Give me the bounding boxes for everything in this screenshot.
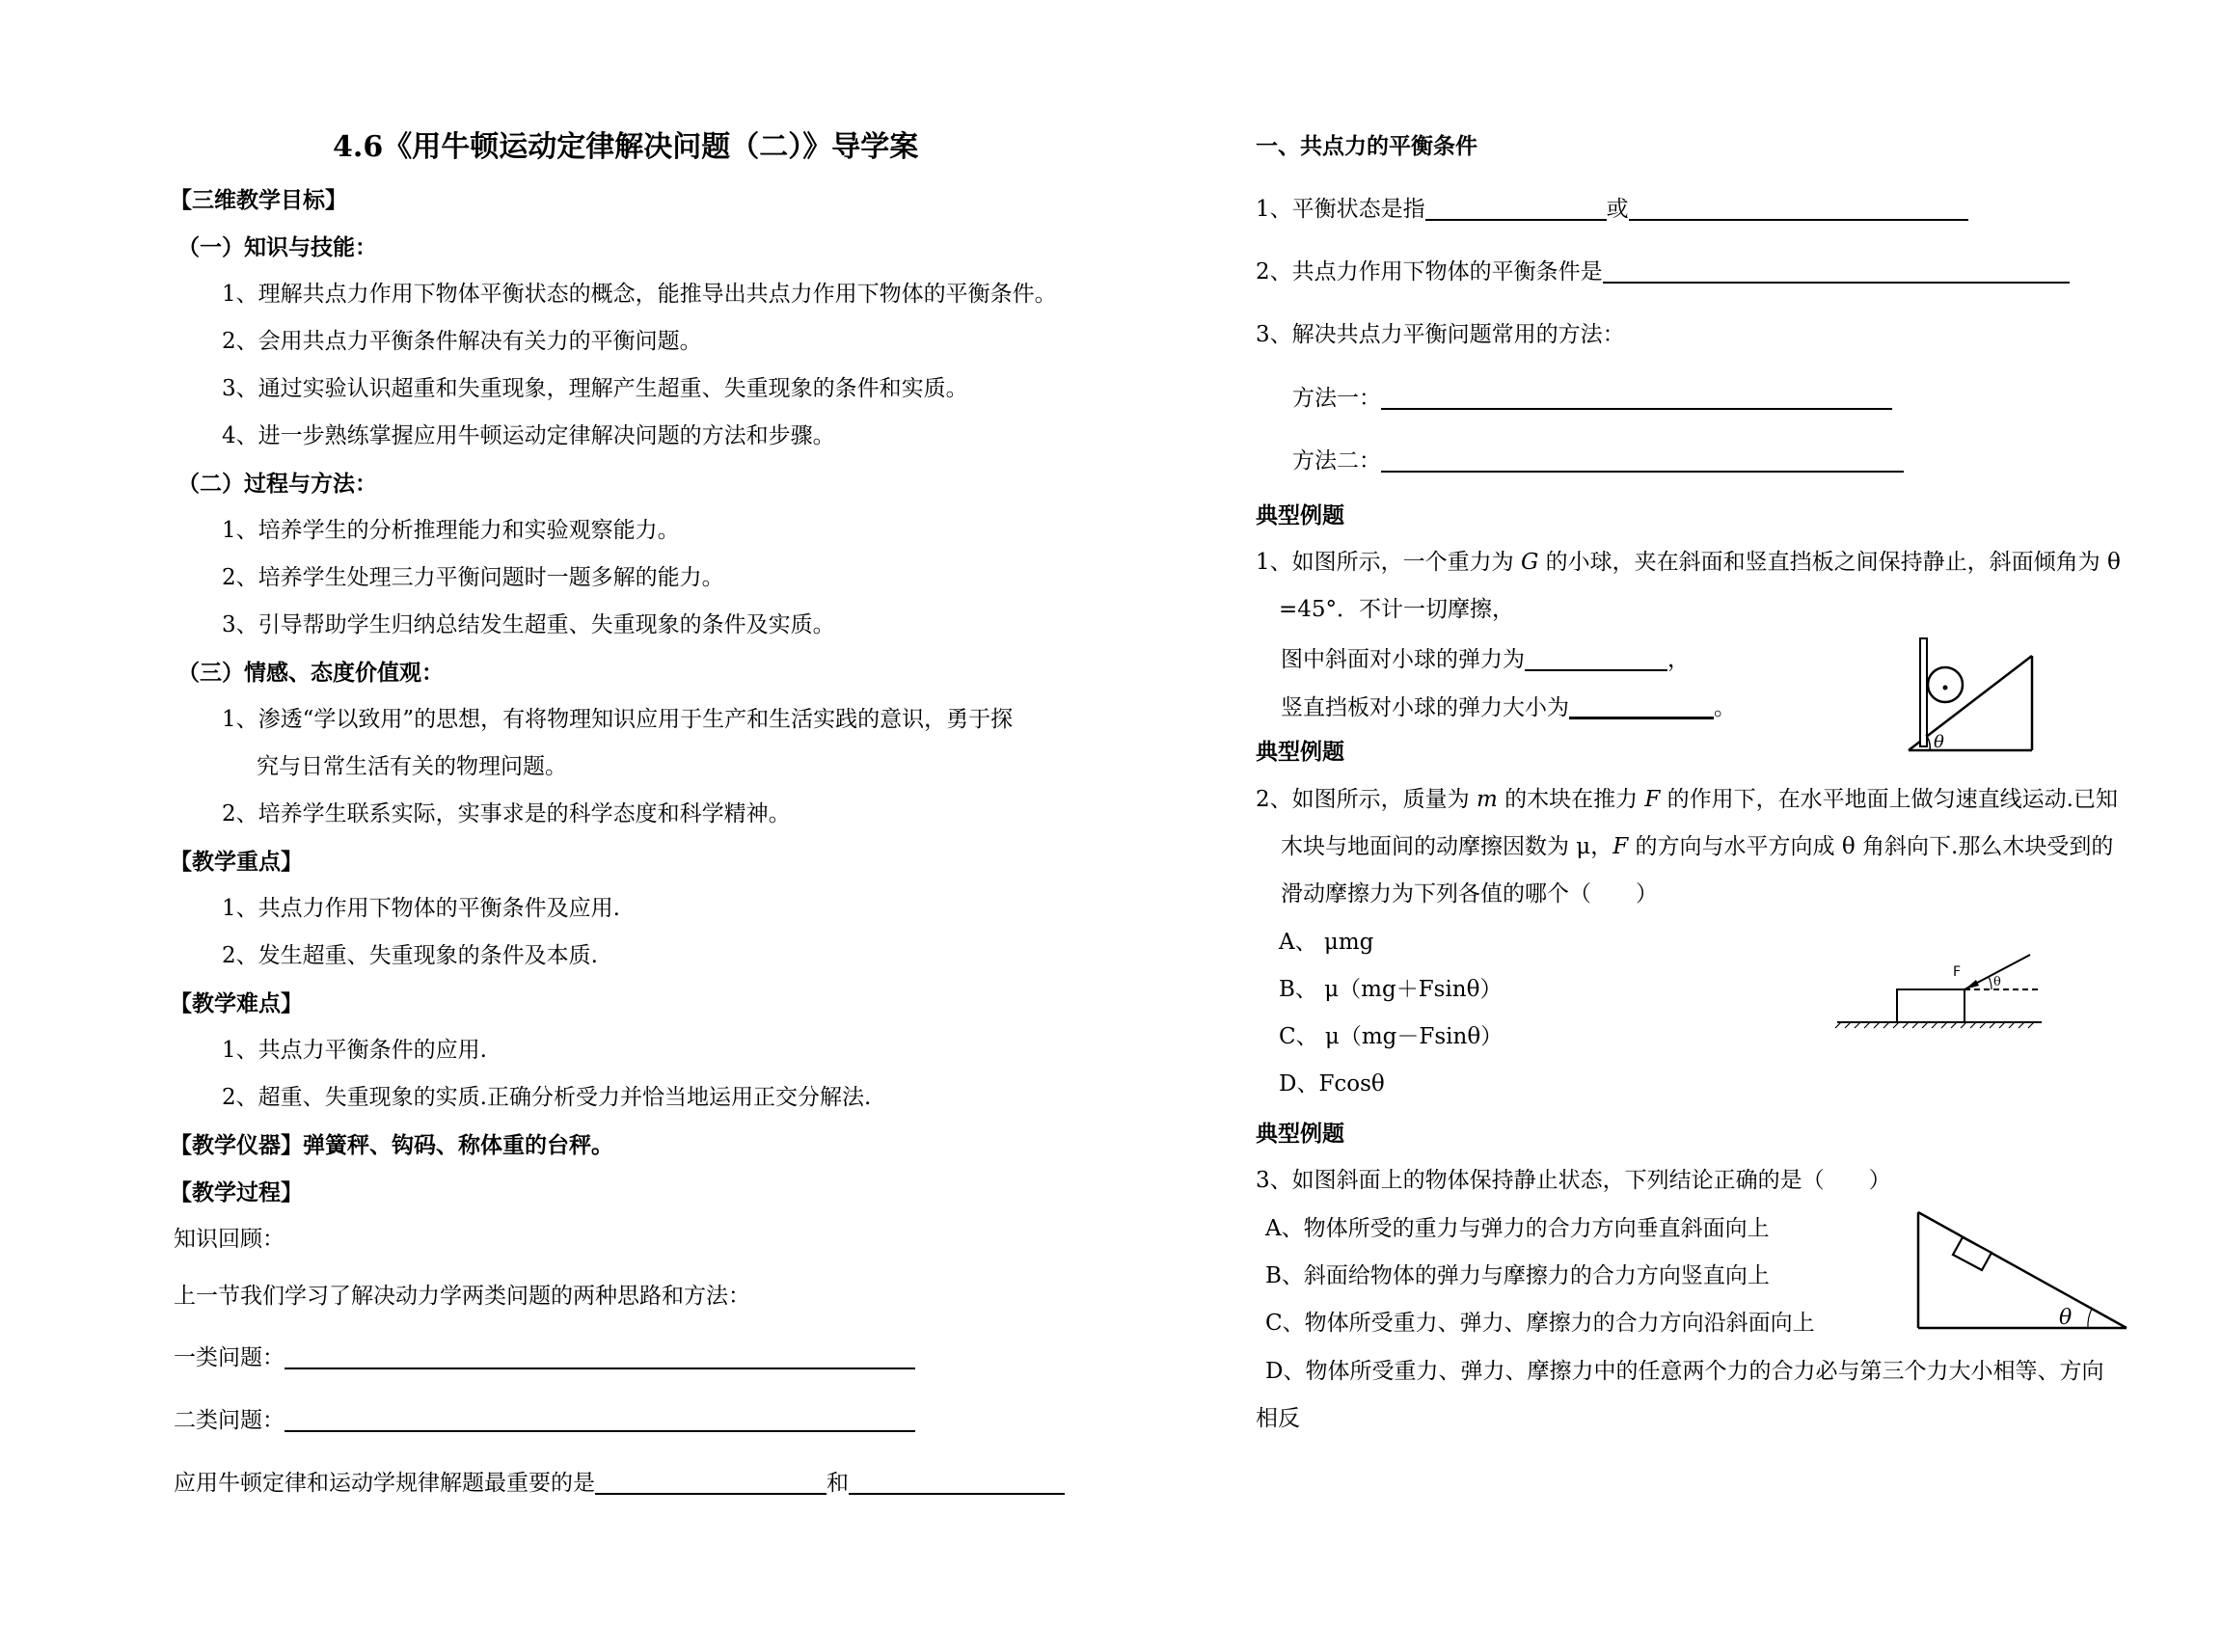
ex2-text-b: 的木块在推力 xyxy=(1497,787,1645,812)
ex1-text-d: 竖直挡板对小球的弹力大小为 xyxy=(1281,695,1569,720)
example-heading-1: 典型例题 xyxy=(1256,502,1344,528)
fig2-force-arrowhead xyxy=(1965,980,1979,989)
ex1-period: 。 xyxy=(1714,695,1736,720)
q1-blank-2[interactable] xyxy=(1629,198,1968,221)
q3-text: 3、解决共点力平衡问题常用的方法： xyxy=(1256,322,1625,347)
knowledge-item-4: 4、进一步熟练掌握应用牛顿运动定律解决问题的方法和步骤。 xyxy=(222,423,835,448)
fig3-angle-arc xyxy=(2088,1309,2092,1328)
type1-row xyxy=(174,1346,915,1369)
method1-label: 方法一： xyxy=(1292,386,1381,411)
key-point-row xyxy=(174,1472,1065,1495)
method1-blank[interactable] xyxy=(1381,387,1892,410)
ex3-line-1: 3、如图斜面上的物体保持静止状态，下列结论正确的是（ ） xyxy=(1256,1168,1891,1193)
q1-blank-1[interactable] xyxy=(1425,198,1607,221)
ex2-symbol-f: F xyxy=(1644,787,1661,812)
ex1-blank-1[interactable] xyxy=(1525,648,1667,671)
type2-row xyxy=(174,1409,915,1432)
instruments: 【教学仪器】弹簧秤、钩码、称体重的台秤。 xyxy=(170,1132,613,1158)
ex2-line-3: 滑动摩擦力为下列各值的哪个（ ） xyxy=(1281,881,1658,907)
q1-or: 或 xyxy=(1606,197,1629,222)
key-point-blank-1[interactable] xyxy=(595,1472,826,1495)
difficult-item-1: 1、共点力平衡条件的应用. xyxy=(222,1038,487,1063)
q2-prefix: 2、共点力作用下物体的平衡条件是 xyxy=(1256,259,1603,284)
review-label: 知识回顾： xyxy=(174,1227,285,1252)
values-item-2: 2、培养学生联系实际，实事求是的科学态度和科学精神。 xyxy=(222,801,791,826)
example-heading-2: 典型例题 xyxy=(1256,739,1344,765)
fig2-block xyxy=(1897,989,1965,1022)
key-heading: 【教学重点】 xyxy=(170,849,303,875)
ex1-line-2: =45°．不计一切摩擦， xyxy=(1279,597,1515,622)
type1-label: 一类问题： xyxy=(174,1345,285,1370)
fig1-ball xyxy=(1928,667,1963,702)
ex2-option-b[interactable]: B、 μ（mg＋Fsinθ） xyxy=(1279,977,1503,1002)
difficult-item-2: 2、超重、失重现象的实质.正确分析受力并恰当地运用正交分解法. xyxy=(222,1085,872,1110)
fig2-f-label: F xyxy=(1953,964,1962,980)
ex1-text-c: 图中斜面对小球的弹力为 xyxy=(1281,647,1525,672)
ex2-option-d[interactable]: D、Fcosθ xyxy=(1279,1071,1385,1097)
ex1-blank-2[interactable] xyxy=(1569,695,1714,719)
ex2-text-c: 的作用下，在水平地面上做匀速直线运动.已知 xyxy=(1660,787,2118,812)
values-item-1-line-1: 1、渗透“学以致用”的思想，有将物理知识应用于生产和生活实践的意识，勇于探 xyxy=(222,707,1014,732)
goals-heading: 【三维教学目标】 xyxy=(170,187,347,213)
ex1-text-b: 的小球，夹在斜面和竖直挡板之间保持静止，斜面倾角为 θ xyxy=(1538,550,2121,575)
figure-block-incline xyxy=(1914,1210,2131,1336)
knowledge-heading: （一）知识与技能： xyxy=(177,234,377,260)
knowledge-item-2: 2、会用共点力平衡条件解决有关力的平衡问题。 xyxy=(222,329,702,354)
method1-row xyxy=(1292,387,1892,410)
ex2-line-2 xyxy=(1281,836,2113,858)
fig3-block xyxy=(1953,1237,1992,1270)
ex2-symbol-f2: F xyxy=(1612,834,1629,859)
fig2-angle-arc xyxy=(1989,977,1992,989)
fig1-theta: θ xyxy=(1934,732,1944,752)
process-item-1: 1、培养学生的分析推理能力和实验观察能力。 xyxy=(222,518,680,543)
process-item-2: 2、培养学生处理三力平衡问题时一题多解的能力。 xyxy=(222,565,724,590)
ex1-symbol-g: G xyxy=(1520,550,1539,575)
values-heading: （三）情感、态度价值观： xyxy=(177,660,444,686)
key-item-2: 2、发生超重、失重现象的条件及本质. xyxy=(222,943,598,968)
fig1-wall xyxy=(1920,638,1927,746)
type2-blank[interactable] xyxy=(285,1409,915,1432)
ex1-text-a: 1、如图所示，一个重力为 xyxy=(1256,550,1521,575)
method2-label: 方法二： xyxy=(1292,448,1381,474)
figure-block-push xyxy=(1837,953,2049,1025)
q1-prefix: 1、平衡状态是指 xyxy=(1256,197,1425,222)
ex3-option-c[interactable]: C、物体所受重力、弹力、摩擦力的合力方向沿斜面向上 xyxy=(1265,1311,1815,1336)
section1-heading: 一、共点力的平衡条件 xyxy=(1256,133,1477,159)
knowledge-item-1: 1、理解共点力作用下物体平衡状态的概念，能推导出共点力作用下物体的平衡条件。 xyxy=(222,282,1057,307)
key-point-prefix: 应用牛顿定律和运动学规律解题最重要的是 xyxy=(174,1471,595,1496)
example-heading-3: 典型例题 xyxy=(1256,1121,1344,1147)
ex3-option-d-line-1[interactable]: D、物体所受重力、弹力、摩擦力中的任意两个力的合力必与第三个力大小相等、方向 xyxy=(1265,1359,2104,1384)
process-heading: （二）过程与方法： xyxy=(177,471,377,497)
ex2-text-a: 2、如图所示，质量为 xyxy=(1256,787,1477,812)
review-intro: 上一节我们学习了解决动力学两类问题的两种思路和方法： xyxy=(174,1284,750,1309)
ex1-comma: ， xyxy=(1667,647,1690,672)
fig2-theta: θ xyxy=(1993,975,2001,989)
fig1-ball-center xyxy=(1943,686,1948,691)
ex3-option-b[interactable]: B、斜面给物体的弹力与摩擦力的合力方向竖直向上 xyxy=(1265,1263,1770,1288)
page-title: 4.6《用牛顿运动定律解决问题（二）》导学案 xyxy=(333,130,919,164)
ex2-symbol-m: m xyxy=(1476,787,1498,812)
fig3-theta: θ xyxy=(2059,1306,2073,1330)
type1-blank[interactable] xyxy=(285,1346,915,1369)
ex2-option-c[interactable]: C、 μ（mg－Fsinθ） xyxy=(1279,1024,1504,1049)
key-item-1: 1、共点力作用下物体的平衡条件及应用. xyxy=(222,896,620,921)
q2-blank[interactable] xyxy=(1603,260,2070,284)
q2-row xyxy=(1256,260,2070,284)
method2-blank[interactable] xyxy=(1381,449,1904,473)
figure-ball-incline xyxy=(1905,635,2035,752)
ex2-line-1 xyxy=(1256,789,2118,811)
ex2-text-d: 木块与地面间的动摩擦因数为 μ， xyxy=(1281,834,1613,859)
knowledge-item-3: 3、通过实验认识超重和失重现象，理解产生超重、失重现象的条件和实质。 xyxy=(222,376,968,401)
ex1-line-4 xyxy=(1281,695,1736,719)
values-item-1-line-2: 究与日常生活有关的物理问题。 xyxy=(257,754,567,779)
ex2-option-a[interactable]: A、 μmg xyxy=(1279,930,1374,955)
ex1-line-3 xyxy=(1281,648,1690,671)
method2-row xyxy=(1292,449,1904,473)
ex2-text-e: 的方向与水平方向成 θ 角斜向下.那么木块受到的 xyxy=(1628,834,2114,859)
key-point-blank-2[interactable] xyxy=(849,1472,1065,1495)
difficult-heading: 【教学难点】 xyxy=(170,990,303,1016)
ex3-option-d-line-2: 相反 xyxy=(1256,1406,1300,1431)
fig3-incline xyxy=(1918,1212,2127,1328)
ex1-line-1 xyxy=(1256,552,2121,574)
process-item-3: 3、引导帮助学生归纳总结发生超重、失重现象的条件及实质。 xyxy=(222,612,835,637)
type2-label: 二类问题： xyxy=(174,1408,285,1433)
q1-row xyxy=(1256,198,1968,221)
key-point-and: 和 xyxy=(826,1471,849,1496)
teaching-process-heading: 【教学过程】 xyxy=(170,1179,303,1205)
ex3-option-a[interactable]: A、物体所受的重力与弹力的合力方向垂直斜面向上 xyxy=(1265,1216,1770,1241)
